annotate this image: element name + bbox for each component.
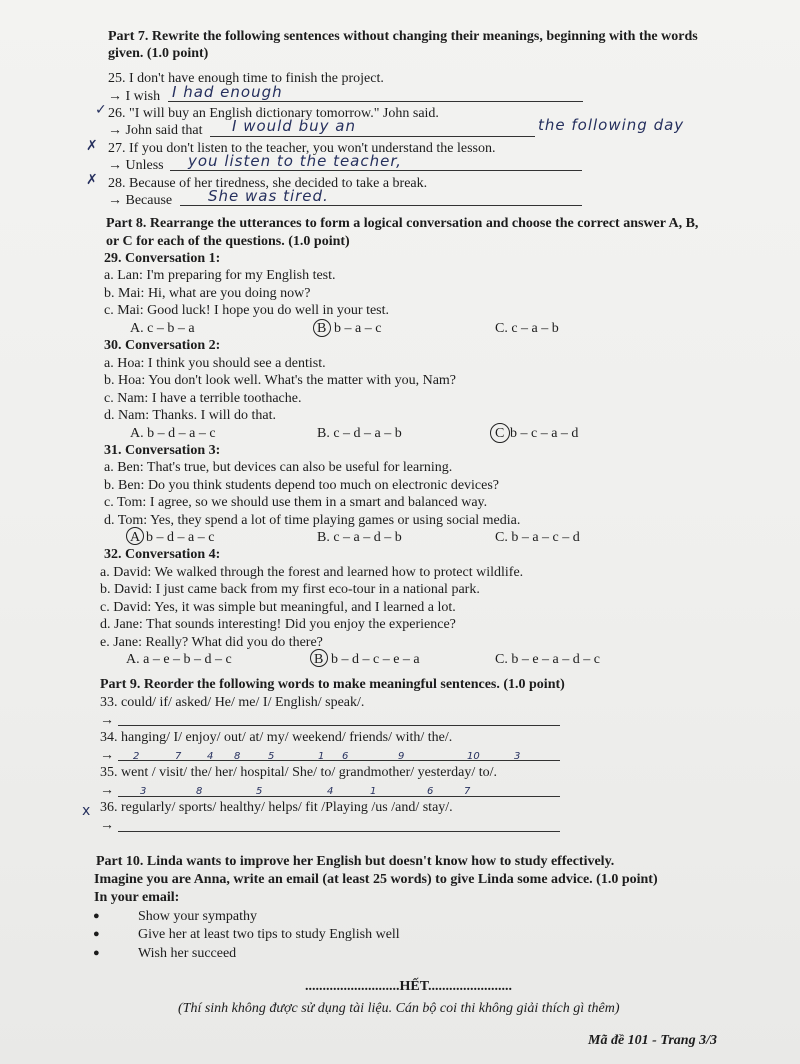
- conversation-1-line-a: a. Lan: I'm preparing for my English test.: [104, 268, 336, 283]
- conversation-3-option-b: B. c – a – d – b: [317, 530, 402, 545]
- footer-note: (Thí sinh không được sử dụng tài liệu. Cán bộ coi thi không giải thích gì thêm): [178, 1001, 620, 1016]
- conversation-4-line-e: e. Jane: Really? What did you do there?: [100, 635, 323, 650]
- part7-title-cont: given. (1.0 point): [108, 46, 209, 61]
- q35-word-number: 3: [140, 786, 147, 797]
- grading-cross-mark: ✗: [86, 172, 98, 188]
- q35-word-number: 4: [327, 786, 334, 797]
- q25-text: 25. I don't have enough time to finish the project.: [108, 71, 384, 86]
- exam-code: Mã đề 101 - Trang 3/3: [588, 1033, 717, 1048]
- q33-answer-line: [118, 725, 560, 726]
- grading-cross-mark: ✗: [86, 138, 98, 154]
- q28-text: 28. Because of her tiredness, she decided to take a break.: [108, 176, 428, 191]
- q36-text: 36. regularly/ sports/ healthy/ helps/ fit /Playing /us /and/ stay/.: [100, 800, 453, 815]
- q34-word-number: 5: [268, 751, 275, 762]
- conversation-1-option-a: A. c – b – a: [130, 321, 195, 336]
- q27-handwritten-answer: you listen to the teacher,: [188, 152, 402, 170]
- q34-text: 34. hanging/ I/ enjoy/ out/ at/ my/ weekend/ friends/ with/ the/.: [100, 730, 453, 745]
- conversation-2-option-c-letter: C: [495, 426, 505, 441]
- q34-word-number: 9: [398, 751, 405, 762]
- conversation-4-line-a: a. David: We walked through the forest and learned how to protect wildlife.: [100, 565, 524, 580]
- q33-arrow: →: [100, 713, 114, 728]
- q34-word-number: 2: [133, 751, 140, 762]
- part10-title: Part 10. Linda wants to improve her English but doesn't know how to study effectively.: [96, 854, 615, 869]
- q27-prompt: → Unless: [108, 158, 164, 173]
- conversation-1-option-b: b – a – c: [334, 321, 382, 336]
- q25-handwritten-answer: I had enough: [172, 83, 283, 101]
- part10-title-cont: Imagine you are Anna, write an email (at least 25 words) to give Linda some advice. (1.0 point): [94, 872, 658, 887]
- grading-x-mark: x: [82, 803, 91, 819]
- grading-check-mark: ✓: [95, 102, 107, 118]
- conversation-3-label: 31. Conversation 3:: [104, 443, 221, 458]
- q25-prompt: → I wish: [108, 89, 161, 104]
- conversation-2-line-d: d. Nam: Thanks. I will do that.: [104, 408, 276, 423]
- q25-answer-line: [168, 101, 583, 102]
- conversation-2-line-c: c. Nam: I have a terrible toothache.: [104, 391, 302, 406]
- end-marker: ...........................HẾT........................: [305, 979, 513, 994]
- q27-answer-line: [170, 170, 582, 171]
- conversation-3-line-b: b. Ben: Do you think students depend too much on electronic devices?: [104, 478, 500, 493]
- conversation-4-option-c: C. b – e – a – d – c: [495, 652, 600, 667]
- conversation-2-option-c: b – c – a – d: [510, 426, 579, 441]
- q34-arrow: →: [100, 748, 114, 763]
- conversation-4-line-d: d. Jane: That sounds interesting! Did you enjoy the experience?: [100, 617, 456, 632]
- q28-prompt: → Because: [108, 193, 173, 208]
- part7-title: Part 7. Rewrite the following sentences without changing their meanings, beginning with the words: [108, 29, 698, 44]
- conversation-4-label: 32. Conversation 4:: [104, 547, 221, 562]
- conversation-3-line-d: d. Tom: Yes, they spend a lot of time playing games or using social media.: [104, 513, 521, 528]
- q28-handwritten-answer: She was tired.: [208, 187, 329, 205]
- conversation-4-line-b: b. David: I just came back from my first eco-tour in a national park.: [100, 582, 480, 597]
- q26-text: 26. "I will buy an English dictionary tomorrow." John said.: [108, 106, 439, 121]
- conversation-1-label: 29. Conversation 1:: [104, 251, 221, 266]
- q33-text: 33. could/ if/ asked/ He/ me/ I/ English/ speak/.: [100, 695, 365, 710]
- q26-handwritten-answer-tail: the following day: [538, 116, 685, 134]
- conversation-3-line-a: a. Ben: That's true, but devices can also be useful for learning.: [104, 460, 453, 475]
- conversation-1-option-c: C. c – a – b: [495, 321, 559, 336]
- q35-word-number: 5: [256, 786, 263, 797]
- conversation-3-line-c: c. Tom: I agree, so we should use them in a smart and balanced way.: [104, 495, 488, 510]
- conversation-4-line-c: c. David: Yes, it was simple but meaningful, and I learned a lot.: [100, 600, 456, 615]
- q34-answer-line: [118, 760, 560, 761]
- conversation-1-line-b: b. Mai: Hi, what are you doing now?: [104, 286, 311, 301]
- conversation-4-option-b-letter: B: [314, 652, 324, 667]
- q34-word-number: 8: [234, 751, 241, 762]
- q26-handwritten-answer: I would buy an: [232, 117, 356, 135]
- part10-bullet-1: Show your sympathy: [138, 909, 257, 924]
- q35-word-number: 6: [427, 786, 434, 797]
- conversation-2-option-a: A. b – d – a – c: [130, 426, 216, 441]
- conversation-2-option-b: B. c – d – a – b: [317, 426, 402, 441]
- q34-word-number: 3: [514, 751, 521, 762]
- q36-arrow: →: [100, 818, 114, 833]
- q35-answer-line: [118, 796, 560, 797]
- q35-word-number: 7: [464, 786, 471, 797]
- q28-answer-line: [180, 205, 582, 206]
- conversation-1-option-b-letter: B: [317, 321, 327, 336]
- conversation-4-option-a: A. a – e – b – d – c: [126, 652, 232, 667]
- part10-bullet-3: Wish her succeed: [138, 946, 237, 961]
- q26-answer-line: [210, 136, 535, 137]
- bullet-icon: ●: [93, 928, 100, 940]
- q35-arrow: →: [100, 783, 114, 798]
- q34-word-number: 7: [175, 751, 182, 762]
- q34-word-number: 10: [467, 751, 480, 762]
- part10-email-heading: In your email:: [94, 890, 180, 905]
- part10-bullet-2: Give her at least two tips to study English well: [138, 927, 400, 942]
- conversation-3-option-a-letter: A: [130, 530, 141, 545]
- q35-word-number: 1: [370, 786, 377, 797]
- part8-title: Part 8. Rearrange the utterances to form a logical conversation and choose the correct answer A, B,: [106, 216, 699, 231]
- conversation-2-label: 30. Conversation 2:: [104, 338, 221, 353]
- conversation-3-option-a: b – d – a – c: [146, 530, 215, 545]
- conversation-2-line-b: b. Hoa: You don't look well. What's the matter with you, Nam?: [104, 373, 457, 388]
- q36-answer-line: [118, 831, 560, 832]
- conversation-3-option-c: C. b – a – c – d: [495, 530, 580, 545]
- q34-word-number: 1: [318, 751, 325, 762]
- q26-prompt: → John said that: [108, 123, 203, 138]
- bullet-icon: ●: [93, 947, 100, 959]
- q27-text: 27. If you don't listen to the teacher, you won't understand the lesson.: [108, 141, 496, 156]
- q35-text: 35. went / visit/ the/ her/ hospital/ She/ to/ grandmother/ yesterday/ to/.: [100, 765, 497, 780]
- q34-word-number: 4: [207, 751, 214, 762]
- conversation-1-line-c: c. Mai: Good luck! I hope you do well in your test.: [104, 303, 390, 318]
- part9-title: Part 9. Reorder the following words to make meaningful sentences. (1.0 point): [100, 677, 565, 692]
- conversation-4-option-b: b – d – c – e – a: [331, 652, 420, 667]
- conversation-2-line-a: a. Hoa: I think you should see a dentist.: [104, 356, 326, 371]
- part8-title-cont: or C for each of the questions. (1.0 point): [106, 234, 350, 249]
- q35-word-number: 8: [196, 786, 203, 797]
- bullet-icon: ●: [93, 910, 100, 922]
- q34-word-number: 6: [342, 751, 349, 762]
